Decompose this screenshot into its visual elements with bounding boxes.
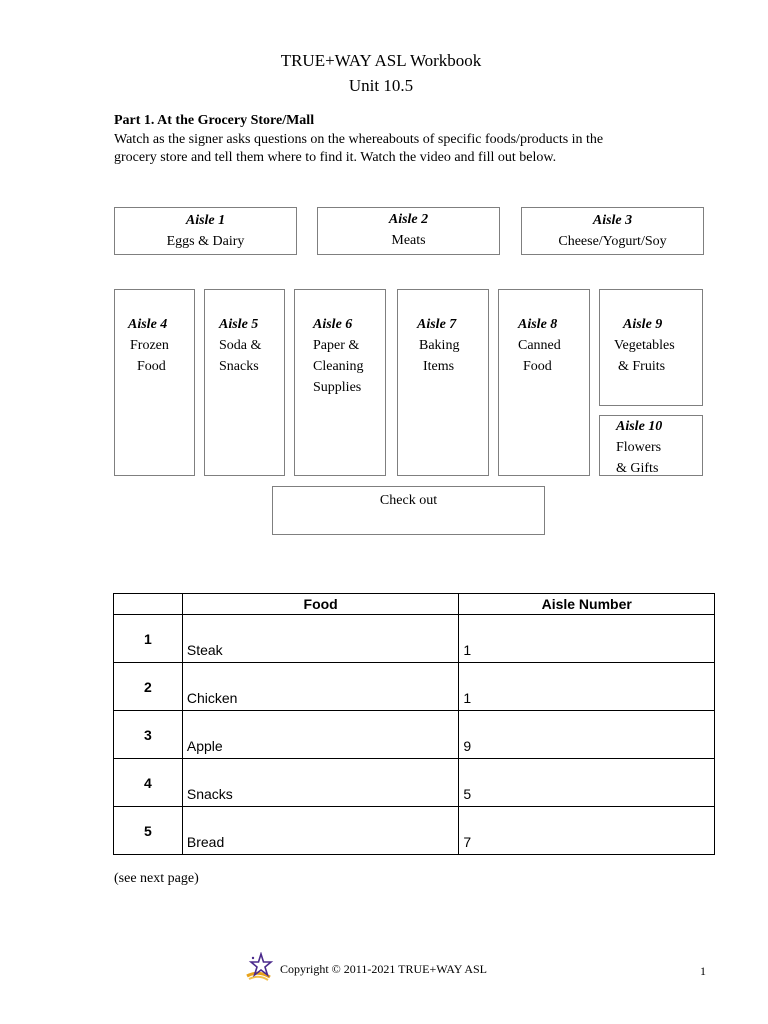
table-row: [114, 711, 715, 759]
aisle-name: Aisle 7: [417, 317, 457, 332]
table-header-row: [114, 594, 715, 615]
aisle-desc-line: Food: [523, 359, 552, 374]
aisle-cell[interactable]: 5: [459, 759, 715, 807]
aisle-name: Aisle 2: [388, 212, 429, 227]
instructions-line-2: grocery store and tell them where to find it. Watch the video and fill out below.: [114, 150, 557, 165]
instructions-line-1: Watch as the signer asks questions on the whereabouts of specific foods/products in the: [114, 132, 604, 147]
aisle-10-box: [599, 415, 703, 476]
workbook-title: TRUE+WAY ASL Workbook: [280, 51, 482, 70]
table-row: [114, 663, 715, 711]
aisle-desc-line: Vegetables: [614, 338, 675, 353]
aisle-cell[interactable]: 1: [459, 615, 715, 663]
food-cell[interactable]: Snacks: [182, 759, 459, 807]
footer: [244, 952, 487, 986]
row-number: 5: [114, 807, 183, 855]
instructions: [114, 131, 674, 167]
aisle-name: Aisle 9: [623, 317, 663, 332]
aisle-5-box: [204, 289, 285, 476]
header-aisle-number: Aisle Number: [459, 594, 715, 615]
aisle-desc-line: Cleaning: [313, 359, 364, 374]
food-cell[interactable]: Steak: [182, 615, 459, 663]
row-number: 3: [114, 711, 183, 759]
aisle-desc: Cheese/Yogurt/Soy: [558, 234, 667, 249]
aisle-cell[interactable]: 7: [459, 807, 715, 855]
aisle-9-box: [599, 289, 703, 406]
header-food: Food: [182, 594, 459, 615]
aisle-1-box: [114, 207, 297, 255]
aisle-desc-line: & Gifts: [616, 461, 659, 476]
aisle-desc-line: Soda &: [219, 338, 262, 353]
aisle-8-box: [498, 289, 590, 476]
aisle-desc-line: Baking: [419, 338, 460, 353]
aisle-4-box: [114, 289, 195, 476]
table-row: [114, 615, 715, 663]
aisle-desc: Eggs & Dairy: [166, 234, 245, 249]
table-row: [114, 759, 715, 807]
copyright-text: Copyright © 2011-2021 TRUE+WAY ASL: [280, 961, 488, 976]
aisle-2-box: [317, 207, 500, 255]
aisle-name: Aisle 10: [616, 419, 663, 434]
row-number: 4: [114, 759, 183, 807]
aisle-3-box: [521, 207, 704, 255]
aisle-desc-line: Flowers: [616, 440, 662, 455]
checkout-box: [272, 486, 545, 535]
aisle-name: Aisle 1: [185, 213, 226, 228]
food-cell[interactable]: Chicken: [182, 663, 459, 711]
aisle-desc-line: Items: [423, 359, 455, 374]
aisle-desc-line: & Fruits: [618, 359, 666, 374]
aisle-cell[interactable]: 9: [459, 711, 715, 759]
aisle-desc-line: Snacks: [219, 359, 259, 374]
header-number: [114, 594, 183, 615]
aisle-desc: Meats: [391, 233, 426, 248]
aisle-name: Aisle 8: [518, 317, 558, 332]
unit-title: Unit 10.5: [348, 76, 414, 95]
aisle-desc-line: Supplies: [313, 380, 362, 395]
aisle-name: Aisle 3: [592, 213, 633, 228]
aisle-desc-line: Food: [137, 359, 166, 374]
aisle-desc-line: Frozen: [130, 338, 169, 353]
row-number: 1: [114, 615, 183, 663]
aisle-desc-line: Canned: [518, 338, 561, 353]
aisle-name: Aisle 5: [219, 317, 259, 332]
answer-table: [113, 593, 715, 855]
trueway-star-logo-icon: [244, 952, 274, 986]
see-next-page-note: (see next page): [114, 871, 199, 886]
part-heading: Part 1. At the Grocery Store/Mall: [114, 113, 315, 128]
page-number: 1: [700, 964, 706, 978]
aisle-name: Aisle 6: [313, 317, 353, 332]
aisle-cell[interactable]: 1: [459, 663, 715, 711]
aisle-7-box: [397, 289, 489, 476]
table-row: [114, 807, 715, 855]
aisle-name: Aisle 4: [128, 317, 168, 332]
food-cell[interactable]: Bread: [182, 807, 459, 855]
row-number: 2: [114, 663, 183, 711]
checkout-label: Check out: [379, 493, 438, 508]
aisle-desc-line: Paper &: [313, 338, 360, 353]
food-cell[interactable]: Apple: [182, 711, 459, 759]
aisle-6-box: [294, 289, 386, 476]
